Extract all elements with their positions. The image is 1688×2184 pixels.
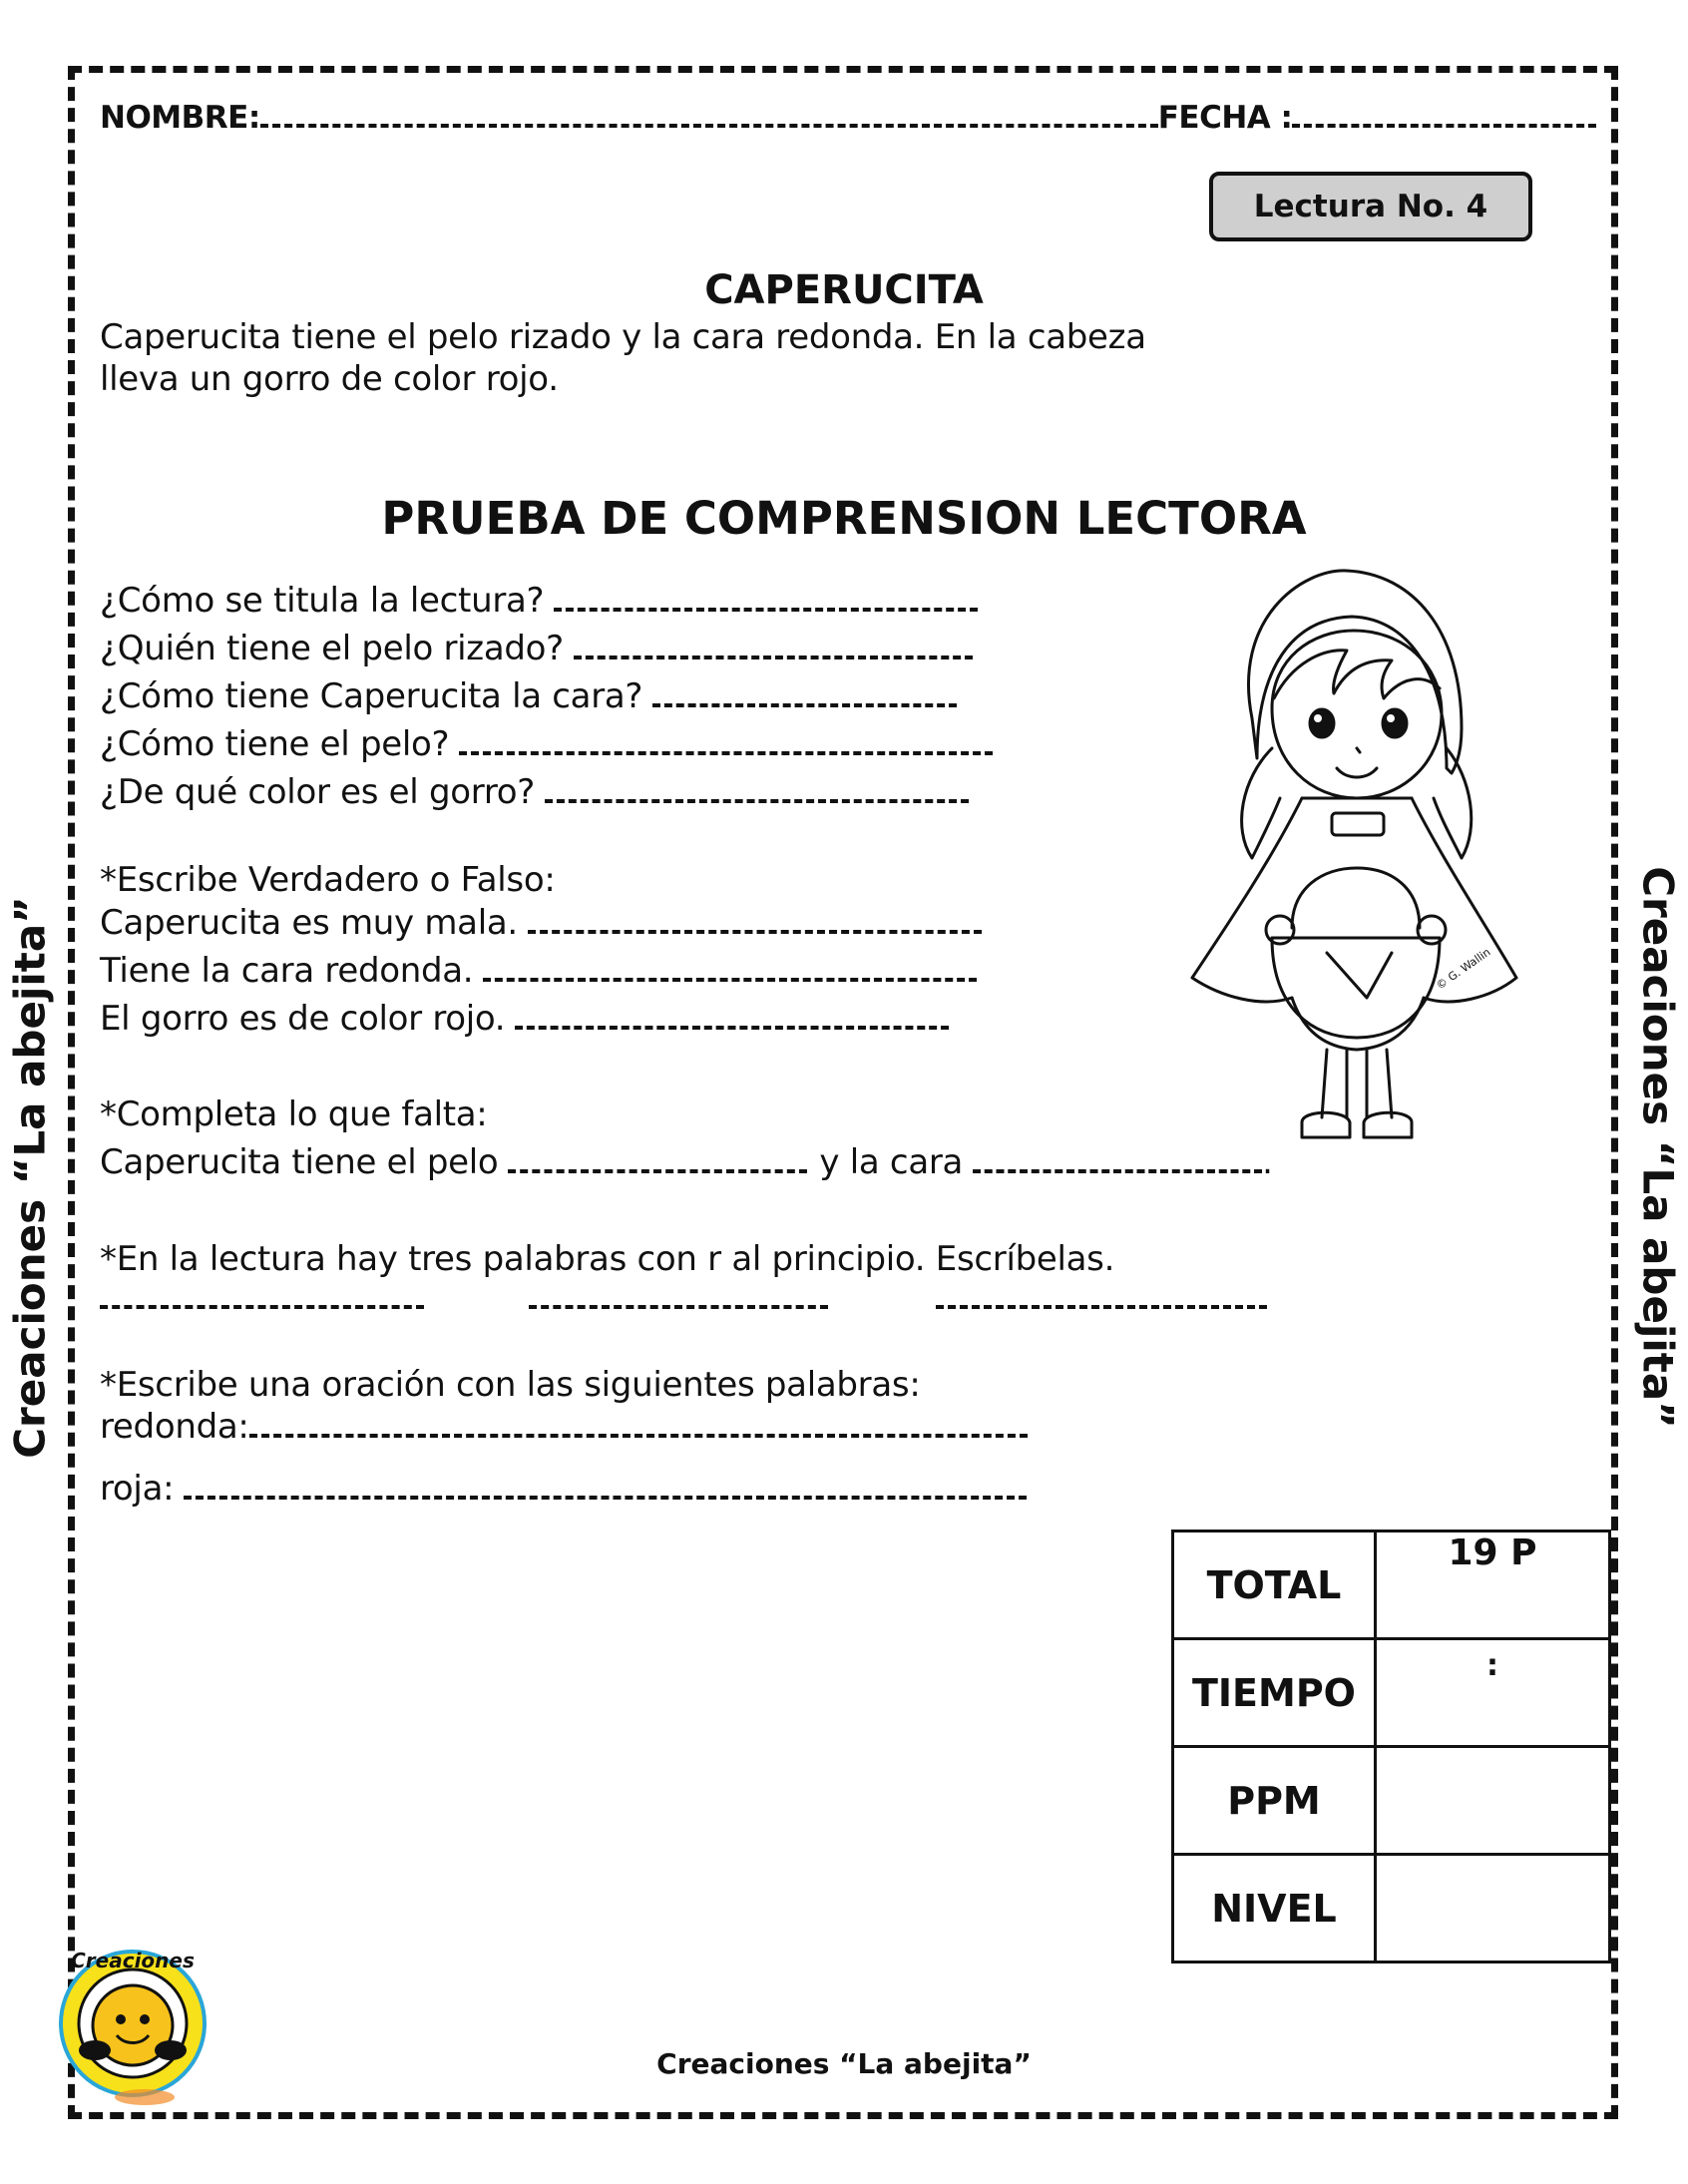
complete-part-2: y la cara	[819, 1142, 964, 1182]
tf-item-2	[100, 951, 977, 991]
score-row-ppm	[1173, 1747, 1610, 1855]
sentence-heading: *Escribe una oración con las siguientes palabras:	[100, 1365, 921, 1405]
tf-text: El gorro es de color rojo.	[100, 999, 506, 1039]
test-title: PRUEBA DE COMPRENSION LECTORA	[381, 492, 1307, 545]
score-row-tiempo	[1173, 1639, 1610, 1747]
tf-item-1	[100, 903, 982, 943]
answer-blank[interactable]	[249, 1424, 1028, 1438]
nombre-row	[100, 100, 1596, 136]
tf-text: Caperucita es muy mala.	[100, 903, 518, 943]
question-1	[100, 581, 978, 621]
illustration-signature: © G. Wallin	[1434, 945, 1493, 993]
answer-blank[interactable]	[973, 1159, 1262, 1173]
fecha-field[interactable]	[1292, 124, 1596, 128]
sentence-row-1	[100, 1407, 1028, 1447]
answer-blank[interactable]	[652, 693, 957, 707]
question-2	[100, 629, 973, 668]
word-blank-3[interactable]	[936, 1305, 1267, 1309]
reading-line-1: Caperucita tiene el pelo rizado y la cara redonda. En la cabeza	[100, 317, 1146, 357]
answer-blank[interactable]	[459, 741, 993, 755]
complete-heading: *Completa lo que falta:	[100, 1094, 488, 1134]
side-credit-right: Creaciones “La abejita”	[1633, 866, 1683, 1429]
answer-blank[interactable]	[483, 968, 977, 982]
true-false-heading: *Escribe Verdadero o Falso:	[100, 860, 556, 900]
side-credit-left: Creaciones “La abejita”	[5, 896, 55, 1459]
tf-text: Tiene la cara redonda.	[100, 951, 474, 991]
fecha-label: FECHA :	[1157, 100, 1293, 136]
question-text: ¿Cómo tiene el pelo?	[100, 724, 450, 764]
question-text: ¿Cómo se titula la lectura?	[100, 581, 545, 621]
complete-part-1: Caperucita tiene el pelo	[100, 1142, 499, 1182]
question-text: ¿Cómo tiene Caperucita la cara?	[100, 676, 643, 716]
caperucita-illustration	[1162, 559, 1536, 1147]
question-text: ¿De qué color es el gorro?	[100, 772, 535, 812]
score-value-text: :	[1486, 1648, 1498, 1683]
sentence-word-2: roja:	[100, 1469, 175, 1509]
question-4	[100, 724, 993, 764]
score-value-tiempo[interactable]	[1376, 1639, 1610, 1747]
score-value-text: 19 P	[1448, 1532, 1537, 1573]
logo-text: Creaciones	[71, 1949, 195, 1972]
complete-sentence	[100, 1142, 1273, 1182]
nombre-label: NOMBRE:	[100, 100, 260, 136]
answer-blank[interactable]	[184, 1486, 1027, 1500]
footer-credit: Creaciones “La abejita”	[656, 2047, 1032, 2080]
score-value-total[interactable]	[1376, 1531, 1610, 1639]
answer-blank[interactable]	[554, 598, 978, 612]
answer-blank[interactable]	[545, 789, 969, 803]
score-label: TOTAL	[1173, 1531, 1376, 1639]
score-table	[1171, 1529, 1611, 1964]
score-row-nivel	[1173, 1855, 1610, 1963]
question-5	[100, 772, 969, 812]
question-text: ¿Quién tiene el pelo rizado?	[100, 629, 564, 668]
abejita-logo	[55, 1946, 224, 2105]
answer-blank[interactable]	[528, 920, 982, 934]
answer-blank[interactable]	[574, 646, 973, 659]
question-3	[100, 676, 957, 716]
reading-line-2: lleva un gorro de color rojo.	[100, 359, 559, 399]
reading-title: CAPERUCITA	[704, 267, 984, 313]
sentence-word-1: redonda:	[100, 1407, 249, 1447]
score-label: NIVEL	[1173, 1855, 1376, 1963]
sentence-row-2	[100, 1469, 1027, 1509]
answer-blank[interactable]	[515, 1016, 949, 1030]
complete-end: .	[1262, 1142, 1273, 1182]
words-r-heading: *En la lectura hay tres palabras con r al principio. Escríbelas.	[100, 1239, 1115, 1279]
score-value-ppm[interactable]	[1376, 1747, 1610, 1855]
nombre-field[interactable]	[260, 124, 1158, 128]
score-label: PPM	[1173, 1747, 1376, 1855]
score-row-total	[1173, 1531, 1610, 1639]
lectura-badge: Lectura No. 4	[1209, 172, 1532, 241]
score-label: TIEMPO	[1173, 1639, 1376, 1747]
word-blank-2[interactable]	[529, 1305, 828, 1309]
word-blank-1[interactable]	[100, 1305, 424, 1309]
tf-item-3	[100, 999, 949, 1039]
score-value-nivel[interactable]	[1376, 1855, 1610, 1963]
answer-blank[interactable]	[508, 1159, 807, 1173]
